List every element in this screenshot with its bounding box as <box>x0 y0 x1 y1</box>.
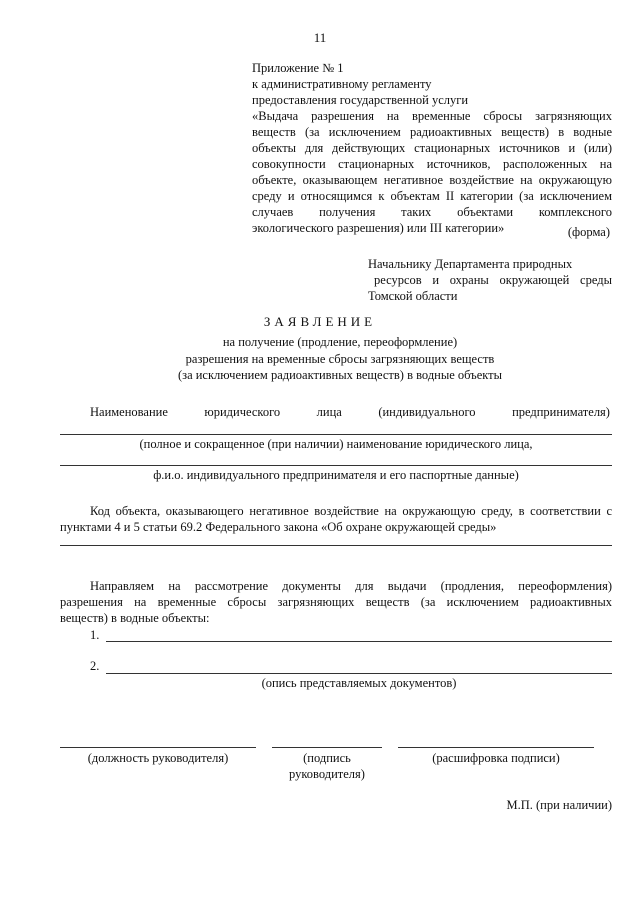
appendix-line-2: к административному регламенту <box>252 77 432 91</box>
label-word: юридического <box>204 405 281 419</box>
object-code-label <box>60 503 612 535</box>
label-word: предпринимателя) <box>512 405 610 419</box>
signature-decode-caption: (расшифровка подписи) <box>432 751 560 765</box>
object-code-line-1: Код объекта, оказывающего негативное воздействие на окружающую среду, в соответствии с <box>90 504 612 518</box>
document-item-2-field[interactable] <box>106 673 612 674</box>
object-code-line-2: пунктами 4 и 5 статьи 69.2 Федерального закона «Об охране окружающей среды» <box>60 520 497 534</box>
position-field[interactable] <box>60 747 256 748</box>
service-line: объекте, оказывающем негативное воздействие на окружающую <box>252 173 612 187</box>
service-line: совокупности стационарных источников, расположенных на <box>252 157 612 171</box>
service-line: объекты для действующих стационарных источников и (или) <box>252 141 612 155</box>
documents-line-1: Направляем на рассмотрение документы для выдачи (продления, переоформления) <box>90 579 612 593</box>
subtitle-line-2: разрешения на временные сбросы загрязняющих веществ <box>185 351 495 366</box>
page-number: 11 <box>313 30 327 45</box>
applicant-name-field[interactable] <box>60 434 612 435</box>
document-item-2-number: 2. <box>90 659 100 673</box>
label-word: лица <box>316 405 342 419</box>
applicant-caption-2: ф.и.о. индивидуального предпринимателя и его паспортные данные) <box>153 468 519 482</box>
object-code-field[interactable] <box>60 545 612 546</box>
signature-decode-field[interactable] <box>398 747 594 748</box>
position-caption: (должность руководителя) <box>87 751 229 765</box>
service-name <box>252 108 612 236</box>
service-line: веществ (за исключением радиоактивных веществ) в водные <box>252 125 612 139</box>
applicant-name-label <box>90 405 610 420</box>
appendix-line-1: Приложение № 1 <box>252 61 344 75</box>
documents-line-2: разрешения на временные сбросы загрязняющих веществ (за исключением радиоактивных <box>60 595 612 609</box>
signature-caption <box>262 750 392 782</box>
documents-line-3: веществ) в водные объекты: <box>60 611 210 625</box>
addressee-line-3: Томской области <box>368 289 458 303</box>
form-note: (форма) <box>567 225 610 239</box>
document-item-1-field[interactable] <box>106 641 612 642</box>
applicant-caption-1: (полное и сокращенное (при наличии) наименование юридического лица, <box>139 437 533 451</box>
appendix-line-3: предоставления государственной услуги <box>252 93 469 107</box>
service-line: среду и относящимся к объектам II категории (за исключением <box>252 189 612 203</box>
stamp-note: М.П. (при наличии) <box>506 798 612 812</box>
service-line: «Выдача разрешения на временные сбросы загрязняющих <box>252 109 612 123</box>
addressee <box>368 256 612 304</box>
label-word: (индивидуального <box>378 405 476 419</box>
signature-caption-line-2: руководителя) <box>289 767 365 781</box>
service-line: случаев получения таких объектами комплексного <box>252 205 612 219</box>
addressee-line-1: Начальнику Департамента природных <box>368 257 573 271</box>
signature-field[interactable] <box>272 747 382 748</box>
subtitle-line-3: (за исключением радиоактивных веществ) в водные объекты <box>177 368 503 382</box>
document-title: ЗАЯВЛЕНИЕ <box>263 314 377 329</box>
label-word: Наименование <box>90 405 168 419</box>
documents-paragraph <box>60 578 612 626</box>
applicant-details-field[interactable] <box>60 465 612 466</box>
document-item-1-number: 1. <box>90 628 100 642</box>
service-line: экологического разрешения) или III категории» <box>252 221 505 235</box>
appendix-header <box>252 60 612 236</box>
documents-caption: (опись представляемых документов) <box>261 676 457 690</box>
signature-caption-line-1: (подпись <box>303 751 351 765</box>
document-subtitle <box>60 334 620 384</box>
subtitle-line-1: на получение (продление, переоформление) <box>222 335 458 349</box>
addressee-line-2: ресурсов и охраны окружающей среды <box>374 273 612 287</box>
